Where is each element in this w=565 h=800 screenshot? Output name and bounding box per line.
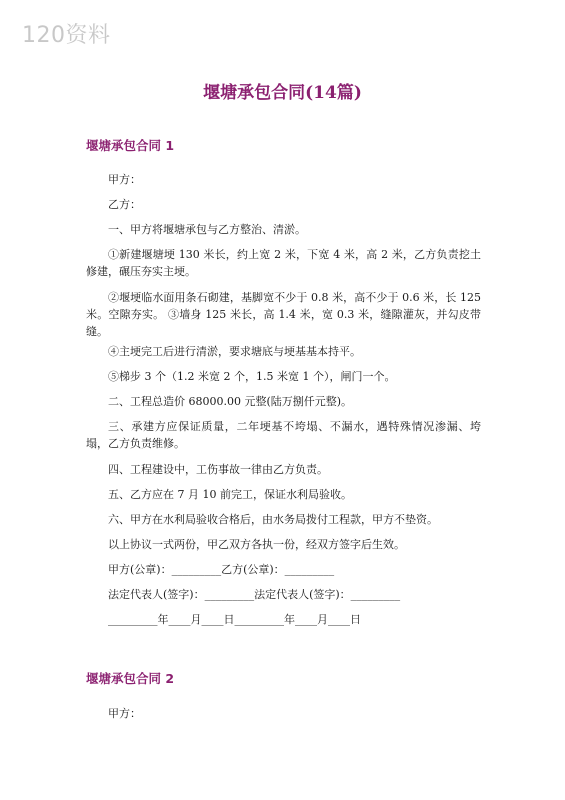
paragraph-clause-6: 六、甲方在水利局验收合格后，由水务局拨付工程款，甲方不垫资。 [108,513,438,526]
paragraph-item-5: ⑤梯步 3 个（1.2 米宽 2 个，1.5 米宽 1 个），闸门一个。 [108,370,396,383]
section-heading-2: 堰塘承包合同 2 [86,671,175,686]
paragraph-agreement: 以上协议一式两份，甲乙双方各执一份，经双方签字后生效。 [108,538,405,551]
paragraph-clause-2: 二、工程总造价 68000.00 元整(陆万捌仟元整)。 [108,395,353,408]
paragraph-clause-1: 一、甲方将堰塘承包与乙方整治、清淤。 [108,223,306,236]
signature-line-seal: 甲方(公章)：_________乙方(公章)：_________ [108,563,335,576]
paragraph-party-a: 甲方： [108,173,141,186]
paragraph-clause-4: 四、工程建设中，工伤事故一律由乙方负责。 [108,463,328,476]
paragraph-item-1: ①新建堰塘埂 130 米长，约上宽 2 米，下宽 4 米，高 2 米，乙方负责挖土修建，碾压夯实主埂。 [86,248,481,278]
paragraph-party-a-2: 甲方： [108,707,141,720]
document-title: 堰塘承包合同(14篇) [203,83,362,103]
section-heading-1: 堰塘承包合同 1 [86,138,175,153]
signature-line-date: _________年____月____日_________年____月____日 [108,613,361,626]
paragraph-clause-3: 三、承建方应保证质量，二年埂基不垮塌、不漏水，遇特殊情况渗漏、垮塌，乙方负责维修。 [86,420,481,450]
paragraph-item-2-3: ②堰埂临水面用条石砌建，基脚宽不少于 0.8 米，高不少于 0.6 米，长 125 米。空隙夯实。 ③墙身 125 米长，高 1.4 米，宽 0.3 米，缝隙灌灰，并勾皮带缝。 [86,291,481,338]
watermark-logo: 120资料 [22,23,111,48]
paragraph-party-b: 乙方： [108,198,141,211]
paragraph-item-4: ④主埂完工后进行清淤，要求塘底与埂基基本持平。 [108,345,361,358]
signature-line-representative: 法定代表人(签字)：_________法定代表人(签字)：_________ [108,588,401,601]
paragraph-clause-5: 五、乙方应在 7 月 10 前完工，保证水利局验收。 [108,488,352,501]
